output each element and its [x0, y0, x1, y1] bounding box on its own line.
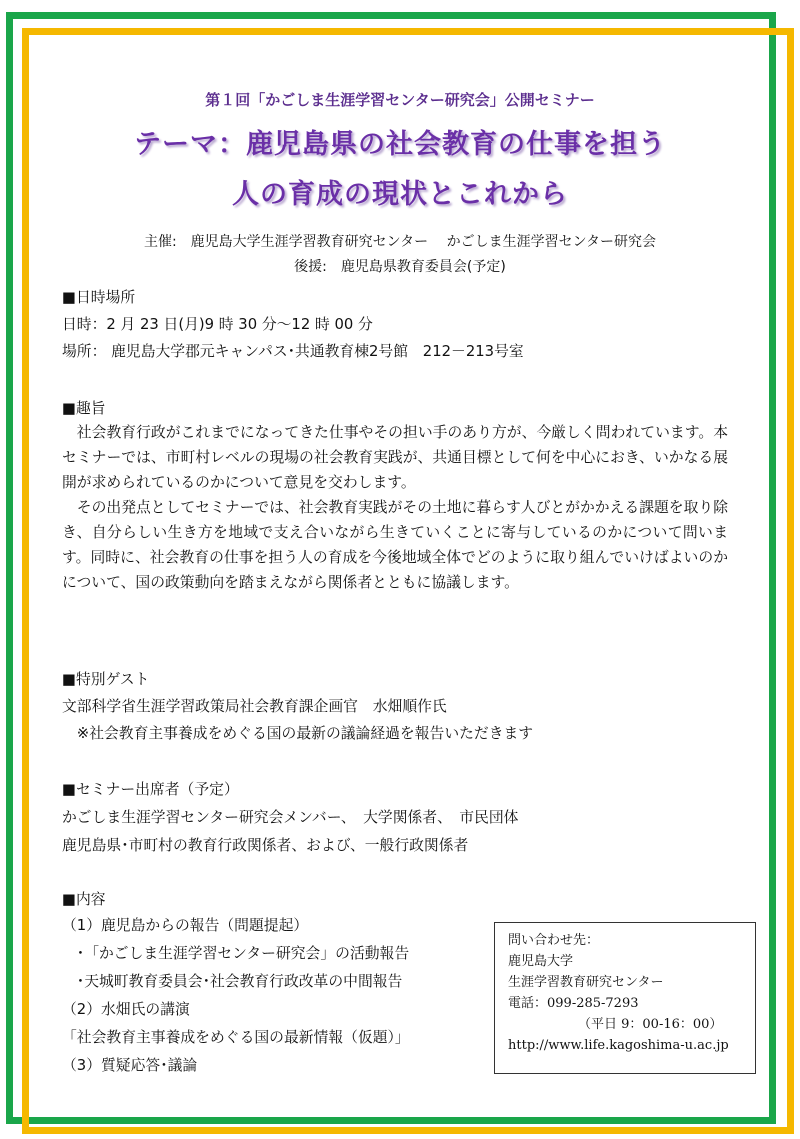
- contents-item: ･天城町教育委員会･社会教育行政改革の中間報告: [62, 973, 403, 990]
- contact-phone: 電話：099-285-7293: [508, 996, 639, 1011]
- schedule-date: 日時：2 月 23 日(月)9 時 30 分～12 時 00 分: [62, 316, 373, 333]
- organizer-line: 主催: 鹿児島大学生涯学習教育研究センター かごしま生涯学習センター研究会: [143, 234, 657, 250]
- purpose-heading: ■趣旨: [62, 400, 106, 417]
- contents-item: 「社会教育主事養成をめぐる国の最新情報（仮題）」: [62, 1029, 410, 1046]
- contact-university: 鹿児島大学: [508, 954, 574, 969]
- guest-note: ※社会教育主事養成をめぐる国の最新の議論経過を報告いただきます: [62, 725, 534, 742]
- contents-item: （1）鹿児島からの報告（問題提起）: [62, 917, 309, 934]
- contents-heading: ■内容: [62, 891, 106, 908]
- guest-name: 文部科学省生涯学習政策局社会教育課企画官 水畑順作氏: [62, 698, 447, 715]
- contents-item: （3）質疑応答･議論: [62, 1057, 198, 1074]
- contents-item: （2）水畑氏の講演: [62, 1001, 190, 1018]
- purpose-paragraph-1: 社会教育行政がこれまでになってきた仕事やその担い手のあり方が、今厳しく問われています。本セミナーでは、市町村レベルの現場の社会教育実践が、共通目標として何を中心におき、いかなる展開が求められているのかについて意見を交わします。: [62, 424, 728, 491]
- support-line: 後援: 鹿児島県教育委員会(予定): [294, 259, 506, 275]
- contact-url[interactable]: http://www.life.kagoshima-u.ac.jp: [508, 1038, 729, 1053]
- contact-center: 生涯学習教育研究センター: [508, 975, 664, 990]
- contents-item: ･「かごしま生涯学習センター研究会」の活動報告: [62, 945, 410, 962]
- theme-title-line1: テーマ：鹿児島県の社会教育の仕事を担う: [134, 129, 666, 160]
- purpose-paragraph-2: その出発点としてセミナーでは、社会教育実践がその土地に暮らす人びとがかかえる課題を取り除き、自分らしい生き方を地域で支え合いながら生きていくことに寄与しているのかについて問います。同時に、社会教育の仕事を担う人の育成を今後地域全体でどのように取り組んでいけばよいのかについて、国の政策動向を踏まえながら関係者とともに協議します。: [62, 499, 728, 591]
- theme-title-line2: 人の育成の現状とこれから: [232, 179, 568, 210]
- guest-heading: ■特別ゲスト: [62, 671, 150, 688]
- attendees-line-1: かごしま生涯学習センター研究会メンバー、 大学関係者、 市民団体: [62, 809, 519, 826]
- contact-box: [494, 922, 756, 1074]
- purpose-text: [62, 420, 728, 595]
- attendees-heading: ■セミナー出席者（予定）: [62, 781, 239, 798]
- seminar-subtitle: 第１回「かごしま生涯学習センター研究会」公開セミナー: [205, 91, 595, 109]
- schedule-heading: ■日時場所: [62, 289, 136, 306]
- contact-label: 問い合わせ先：: [508, 933, 600, 948]
- attendees-line-2: 鹿児島県･市町村の教育行政関係者、および、一般行政関係者: [62, 837, 469, 854]
- schedule-place: 場所： 鹿児島大学郡元キャンパス･共通教育棟2号館 212－213号室: [62, 343, 524, 360]
- contact-hours: （平日 9：00-16：00）: [578, 1017, 723, 1032]
